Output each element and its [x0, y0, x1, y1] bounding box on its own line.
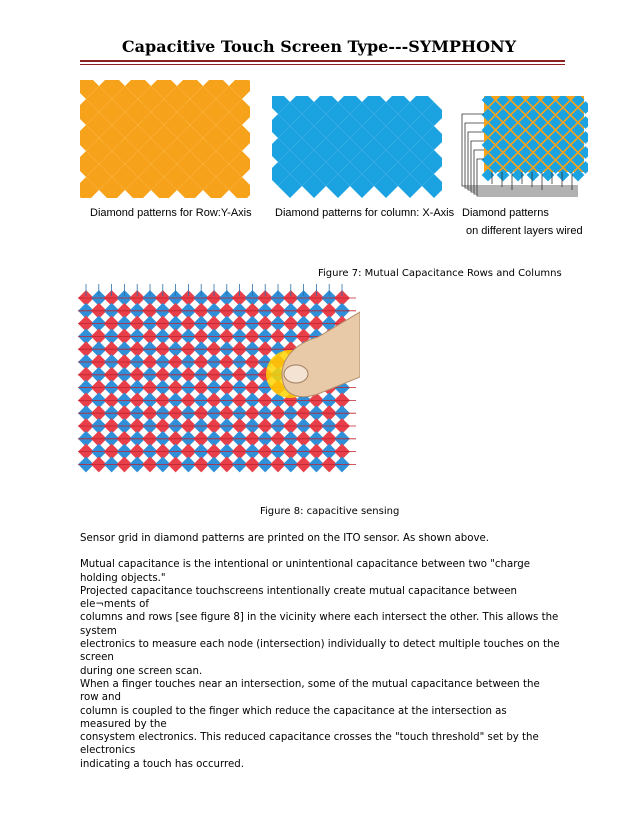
text-line: during one screen scan. — [80, 665, 203, 677]
label-row-y-axis: Diamond patterns for Row:Y-Axis — [90, 207, 252, 219]
text-line: column is coupled to the finger which reduce the capacitance at the intersection as measured by the — [80, 705, 507, 730]
paragraph-sensor-grid: Sensor grid in diamond patterns are printed on the ITO sensor. As shown above. — [80, 533, 490, 544]
diamond-pattern-column-x-axis — [272, 96, 442, 198]
text-line: consystem electronics. This reduced capacitance crosses the "touch threshold" set by the electronics — [80, 732, 539, 757]
label-layers-line2: on different layers wired — [466, 225, 583, 237]
text-line: Projected capacitance touchscreens intentionally create mutual capacitance between ele¬ments of — [80, 585, 518, 611]
header-rule-thick — [80, 60, 565, 62]
fingernail-icon — [284, 365, 308, 383]
header-rule-thin — [80, 64, 565, 65]
body-text — [80, 532, 560, 771]
figure7-caption: Figure 7: Mutual Capacitance Rows and Columns — [318, 268, 562, 279]
label-layers-line1: Diamond patterns — [462, 207, 549, 219]
text-line: columns and rows [see figure 8] in the vicinity where each intersect the other. This allows the system — [80, 612, 559, 637]
diamond-pattern-row-y-axis — [80, 80, 250, 198]
figure8-caption: Figure 8: capacitive sensing — [260, 506, 400, 517]
diamond-pattern-layers-wired — [458, 96, 588, 200]
paragraph-mutual-capacitance — [80, 558, 560, 771]
text-line: When a finger touches near an intersection, some of the mutual capacitance between the row and — [80, 678, 540, 704]
page-header-title: Capacitive Touch Screen Type---SYMPHONY — [121, 37, 517, 56]
capacitive-sensing-grid — [78, 282, 360, 492]
text-line: Mutual capacitance is the intentional or unintentional capacitance between two "charge holding objects." — [80, 559, 530, 584]
text-line: indicating a touch has occurred. — [80, 758, 244, 770]
text-line: electronics to measure each node (intersection) individually to detect multiple touches on the screen — [80, 639, 560, 664]
label-column-x-axis: Diamond patterns for column: X-Axis — [275, 207, 455, 219]
